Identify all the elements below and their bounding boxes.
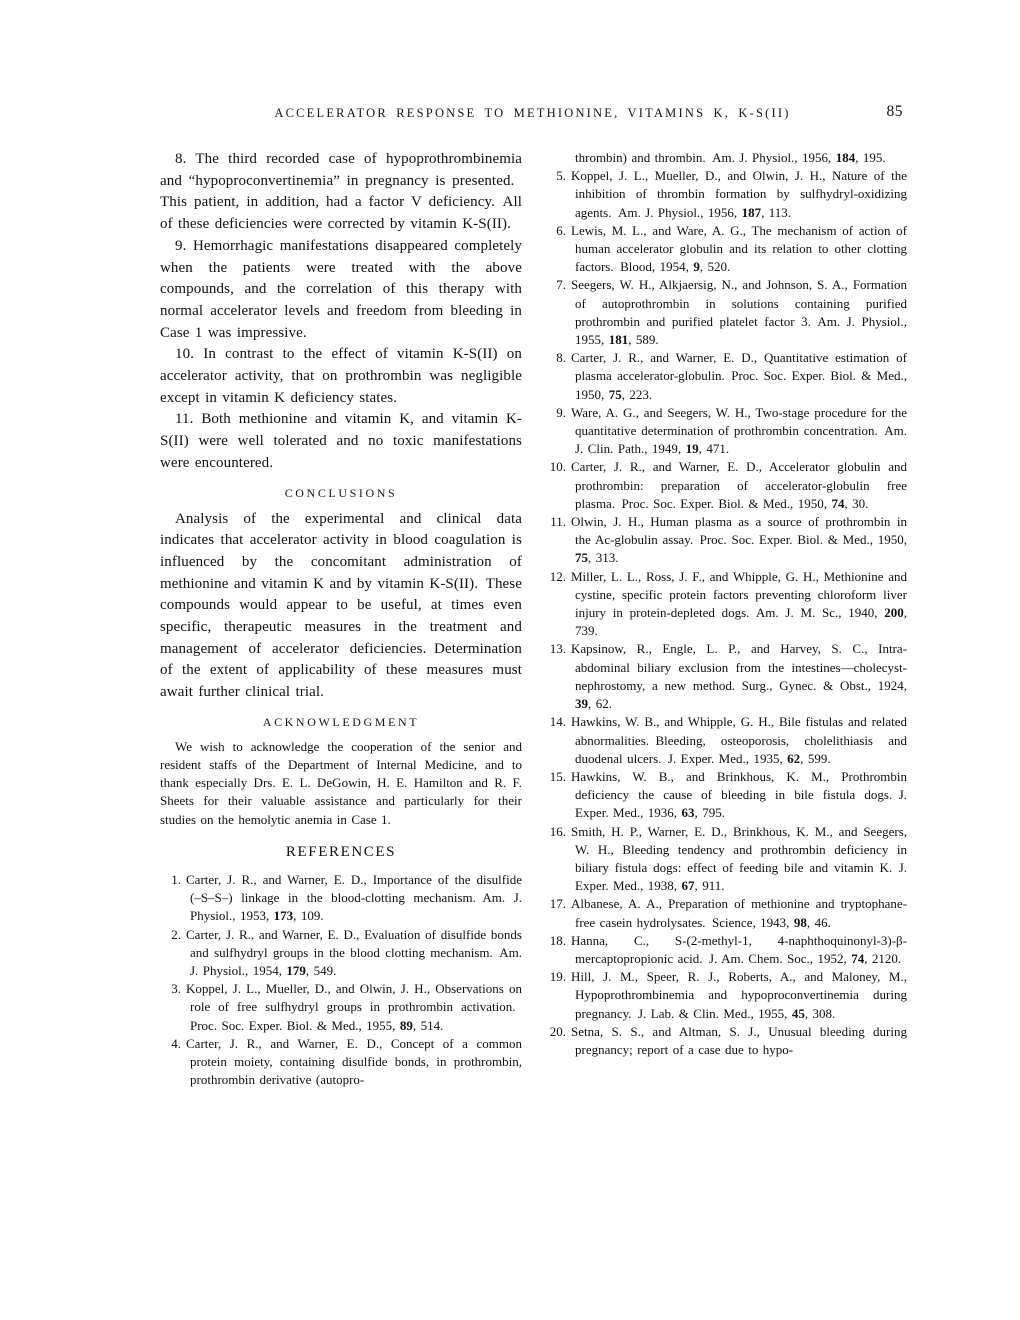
reference-number: 2. — [171, 926, 181, 942]
left-column — [160, 149, 522, 1089]
reference-number: 19. — [549, 969, 566, 985]
reference-item — [545, 458, 907, 513]
reference-text: Koppel, J. L., Mueller, D., and Olwin, J. H., Observations on role of free sulfhydryl groups in prothrombin activation. Proc. Soc. Exper. Biol. & Med., 1955, 89, 514. — [186, 981, 522, 1033]
reference-item — [545, 713, 907, 768]
reference-number: 1. — [171, 871, 181, 887]
reference-item — [545, 513, 907, 568]
reference-item — [160, 1035, 522, 1090]
reference-text: Carter, J. R., and Warner, E. D., Accelerator globulin and prothrombin: preparation of accelerator-globulin free plasma. Proc. Soc. Exper. Biol. & Med., 1950, 74, 30. — [571, 459, 907, 511]
right-column — [545, 149, 907, 1059]
reference-number: 17. — [549, 896, 566, 912]
acknowledgment-heading: ACKNOWLEDGMENT — [262, 714, 420, 729]
reference-text: Ware, A. G., and Seegers, W. H., Two-stage procedure for the quantitative determination of prothrombin concentration. Am. J. Clin. Path., 1949, 19, 471. — [571, 404, 907, 457]
reference-item — [545, 640, 907, 713]
reference-item — [160, 871, 522, 926]
reference-item — [545, 823, 907, 896]
reference-text: Albanese, A. A., Preparation of methionine and tryptophane-free casein hydrolysates. Science, 1943, 98, 46. — [571, 896, 907, 930]
reference-text: Seegers, W. H., Alkjaersig, N., and Johnson, S. A., Formation of autoprothrombin in solutions containing purified prothrombin and purified platelet factor 3. Am. J. Physiol., 1955, 181, 589. — [571, 277, 907, 348]
reference-item — [545, 167, 907, 222]
reference-text: Hill, J. M., Speer, R. J., Roberts, A., and Maloney, M., Hypoprothrombinemia and hypoproconvertinemia during pregnancy. J. Lab. & Clin. Med., 1955, 45, 308. — [571, 969, 907, 1021]
references-list-left — [160, 871, 522, 1089]
running-head — [160, 103, 905, 128]
references-list-right — [545, 167, 907, 1059]
reference-item — [545, 349, 907, 404]
reference-text: Carter, J. R., and Warner, E. D., Importance of the disulfide (–S–S–) linkage in the blood-clotting mechanism. Am. J. Physiol., 1953, 173, 109. — [186, 871, 522, 924]
references-heading: REFERENCES — [285, 843, 397, 860]
reference-number: 8. — [556, 350, 566, 366]
conclusions-paragraph: Analysis of the experimental and clinical data indicates that accelerator activity in blood coagulation is influenced by the concomitant administration of methionine and vitamin K and by vitamin K-S(II). These compounds would appear to be useful, at times even specific, therapeutic measures in the treatment and management of accelerator deficiencies. Determination of the extent of applicability of these measures must await further clinical trial. — [160, 510, 522, 701]
reference-text: Hawkins, W. B., and Brinkhous, K. M., Prothrombin deficiency the cause of bleeding in bile fistula dogs. J. Exper. Med., 1936, 63, 795. — [571, 768, 907, 821]
reference-item — [545, 932, 907, 968]
reference-number: 14. — [549, 714, 566, 730]
reference-number: 10. — [549, 459, 566, 475]
reference-number: 20. — [549, 1023, 566, 1039]
summary-paragraph-9: 9. Hemorrhagic manifestations disappeared completely when the patients were treated with the above compounds, and the correlation of this therapy with normal accelerator levels and freedom from bleeding in Case 1 was impressive. — [160, 237, 522, 341]
reference-text: Koppel, J. L., Mueller, D., and Olwin, J. H., Nature of the inhibition of thrombin formation by sulfhydryl-oxidizing agents. Am. J. Physiol., 1956, 187, 113. — [571, 168, 907, 220]
reference-number: 9. — [556, 404, 566, 420]
reference-text: Hanna, C., S-(2-methyl-1, 4-naphthoquinonyl-3)-β-mercaptopropionic acid. J. Am. Chem. Soc., 1952, 74, 2120. — [571, 932, 907, 966]
reference-item — [545, 404, 907, 459]
reference-number: 6. — [556, 222, 566, 238]
reference-text: Olwin, J. H., Human plasma as a source of prothrombin in the Ac-globulin assay. Proc. Soc. Exper. Biol. & Med., 1950, 75, 313. — [571, 514, 907, 566]
reference-text: Lewis, M. L., and Ware, A. G., The mechanism of action of human accelerator globulin and its relation to other clotting factors. Blood, 1954, 9, 520. — [571, 222, 907, 275]
reference-item — [545, 222, 907, 277]
conclusions-heading: CONCLUSIONS — [284, 485, 398, 500]
reference-number: 11. — [550, 514, 566, 530]
reference-item — [160, 980, 522, 1035]
summary-paragraph-8: 8. The third recorded case of hypoprothrombinemia and “hypoproconvertinemia” in pregnancy is presented. This patient, in addition, had a factor V deficiency. All of these deficiencies were corrected by vitamin K-S(II). — [160, 151, 522, 233]
acknowledgment-paragraph: We wish to acknowledge the cooperation of the senior and resident staffs of the Department of Internal Medicine, and to thank especially Drs. E. L. DeGowin, H. E. Hamilton and R. F. Sheets for their valuable assistance and particularly for their studies on the hemolytic anemia in Case 1. — [160, 738, 522, 827]
reference-number: 4. — [171, 1035, 181, 1051]
reference-text: Kapsinow, R., Engle, L. P., and Harvey, S. C., Intra-abdominal biliary exclusion from the intestines—cholecyst-nephrostomy, a new method. Surg., Gynec. & Obst., 1924, 39, 62. — [571, 641, 907, 712]
reference-number: 13. — [549, 641, 566, 657]
page-number: 85 — [886, 103, 903, 120]
summary-paragraph-11: 11. Both methionine and vitamin K, and vitamin K-S(II) were well tolerated and no toxic manifestations were encountered. — [160, 411, 522, 471]
reference-text: Smith, H. P., Warner, E. D., Brinkhous, K. M., and Seegers, W. H., Bleeding tendency and prothrombin deficiency in biliary fistula dogs: effect of feeding bile and vitamin K. J. Exper. Med., 1938, 67, 911. — [571, 823, 907, 894]
reference-4-continuation: thrombin) and thrombin. Am. J. Physiol., 1956, 184, 195. — [575, 150, 886, 165]
reference-item — [545, 1023, 907, 1059]
reference-text: Miller, L. L., Ross, J. F., and Whipple, G. H., Methionine and cystine, specific protein factors preventing chloroform liver injury in protein-depleted dogs. Am. J. M. Sc., 1940, 200, 739. — [571, 568, 907, 639]
reference-item — [545, 568, 907, 641]
reference-text: Setna, S. S., and Altman, S. J., Unusual bleeding during pregnancy; report of a case due to hypo- — [571, 1023, 907, 1057]
summary-paragraph-10: 10. In contrast to the effect of vitamin K-S(II) on accelerator activity, that on prothrombin was negligible except in vitamin K deficiency states. — [160, 346, 522, 406]
reference-number: 16. — [549, 823, 566, 839]
reference-number: 7. — [556, 277, 566, 293]
reference-item — [545, 276, 907, 349]
reference-text: Carter, J. R., and Warner, E. D., Quantitative estimation of plasma accelerator-globulin. Proc. Soc. Exper. Biol. & Med., 1950, 75, 223. — [571, 350, 907, 402]
reference-text: Carter, J. R., and Warner, E. D., Concept of a common protein moiety, containing disulfide bonds, in prothrombin, prothrombin derivative (autopro- — [186, 1035, 522, 1088]
reference-item — [545, 768, 907, 823]
reference-number: 15. — [549, 768, 566, 784]
reference-number: 3. — [171, 981, 181, 997]
reference-item — [160, 926, 522, 981]
reference-text: Hawkins, W. B., and Whipple, G. H., Bile fistulas and related abnormalities. Bleeding, osteoporosis, cholelithiasis and duodenal ulcers. J. Exper. Med., 1935, 62, 599. — [571, 714, 907, 766]
reference-item — [545, 968, 907, 1023]
running-title: ACCELERATOR RESPONSE TO METHIONINE, VITAMINS K, K-S(II) — [274, 106, 791, 120]
reference-number: 5. — [556, 168, 566, 184]
reference-item — [545, 895, 907, 931]
reference-number: 18. — [549, 932, 566, 948]
reference-text: Carter, J. R., and Warner, E. D., Evaluation of disulfide bonds and sulfhydryl groups in the blood clotting mechanism. Am. J. Physiol., 1954, 179, 549. — [186, 926, 522, 978]
reference-number: 12. — [549, 568, 566, 584]
